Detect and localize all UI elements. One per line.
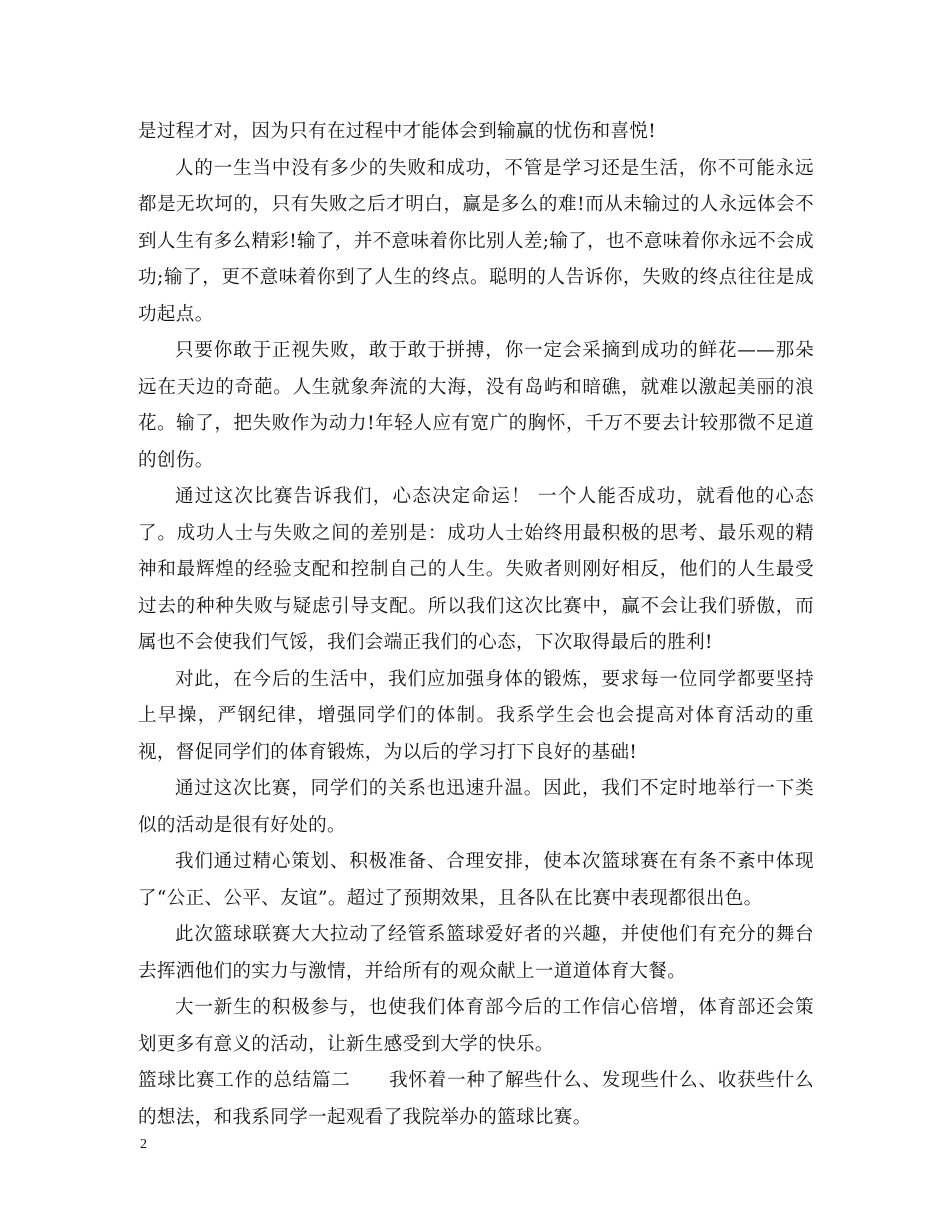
section-heading: 篮球比赛工作的总结篇二	[138, 1070, 351, 1091]
page-number: 2	[140, 1137, 147, 1152]
paragraph-2: 人的一生当中没有多少的失败和成功，不管是学习还是生活，你不可能永远都是无坎坷的，只有失败之后才明白，赢是多么的难!而从未输过的人永远体会不到人生有多么精彩!输了，并不意味着你比别人差;输了，也不意味着你永远不会成功;输了，更不意味着你到了人生的终点。聪明的人告诉你，失败的终点往往是成功起点。	[138, 157, 814, 325]
paragraph-1: 是过程才对，因为只有在过程中才能体会到输赢的忧伤和喜悦!	[138, 121, 657, 142]
paragraph-4: 通过这次比赛告诉我们，心态决定命运！ 一个人能否成功，就看他的心态了。成功人士与失败之间的差别是：成功人士始终用最积极的思考、最乐观的精神和最辉煌的经验支配和控制自己的人生。失败者则刚好相反，他们的人生最受过去的种种失败与疑虑引导支配。所以我们这次比赛中，赢不会让我们骄傲，而属也不会使我们气馁，我们会端正我们的心态，下次取得最后的胜利!	[138, 486, 814, 653]
document-body	[138, 114, 814, 1136]
paragraph-8: 此次篮球联赛大大拉动了经管系篮球爱好者的兴趣，并使他们有充分的舞台去挥洒他们的实力与激情，并给所有的观众献上一道道体育大餐。	[138, 924, 814, 982]
paragraph-9: 大一新生的积极参与，也使我们体育部今后的工作信心倍增，体育部还会策划更多有意义的活动，让新生感受到大学的快乐。	[138, 997, 814, 1055]
section-first-paragraph: 我怀着一种了解些什么、发现些什么、收获些什么的想法，和我系同学一起观看了我院举办的篮球比赛。	[138, 1070, 814, 1128]
paragraph-7: 我们通过精心策划、积极准备、合理安排，使本次篮球赛在有条不紊中体现了“公正、公平、友谊”。超过了预期效果，且各队在比赛中表现都很出色。	[138, 851, 814, 909]
paragraph-5: 对此，在今后的生活中，我们应加强身体的锻炼，要求每一位同学都要坚持上早操，严钢纪律，增强同学们的体制。我系学生会也会提高对体育活动的重视，督促同学们的体育锻炼，为以后的学习打下良好的基础!	[138, 668, 814, 763]
section-paragraph	[138, 1063, 814, 1136]
paragraph-3: 只要你敢于正视失败，敢于敢于拼搏，你一定会采摘到成功的鲜花——那朵远在天边的奇葩。人生就象奔流的大海，没有岛屿和暗礁，就难以激起美丽的浪花。输了，把失败作为动力!年轻人应有宽广的胸怀，千万不要去计较那微不足道的创伤。	[138, 340, 814, 471]
paragraph-6: 通过这次比赛，同学们的关系也迅速升温。因此，我们不定时地举行一下类似的活动是很有好处的。	[138, 778, 814, 836]
